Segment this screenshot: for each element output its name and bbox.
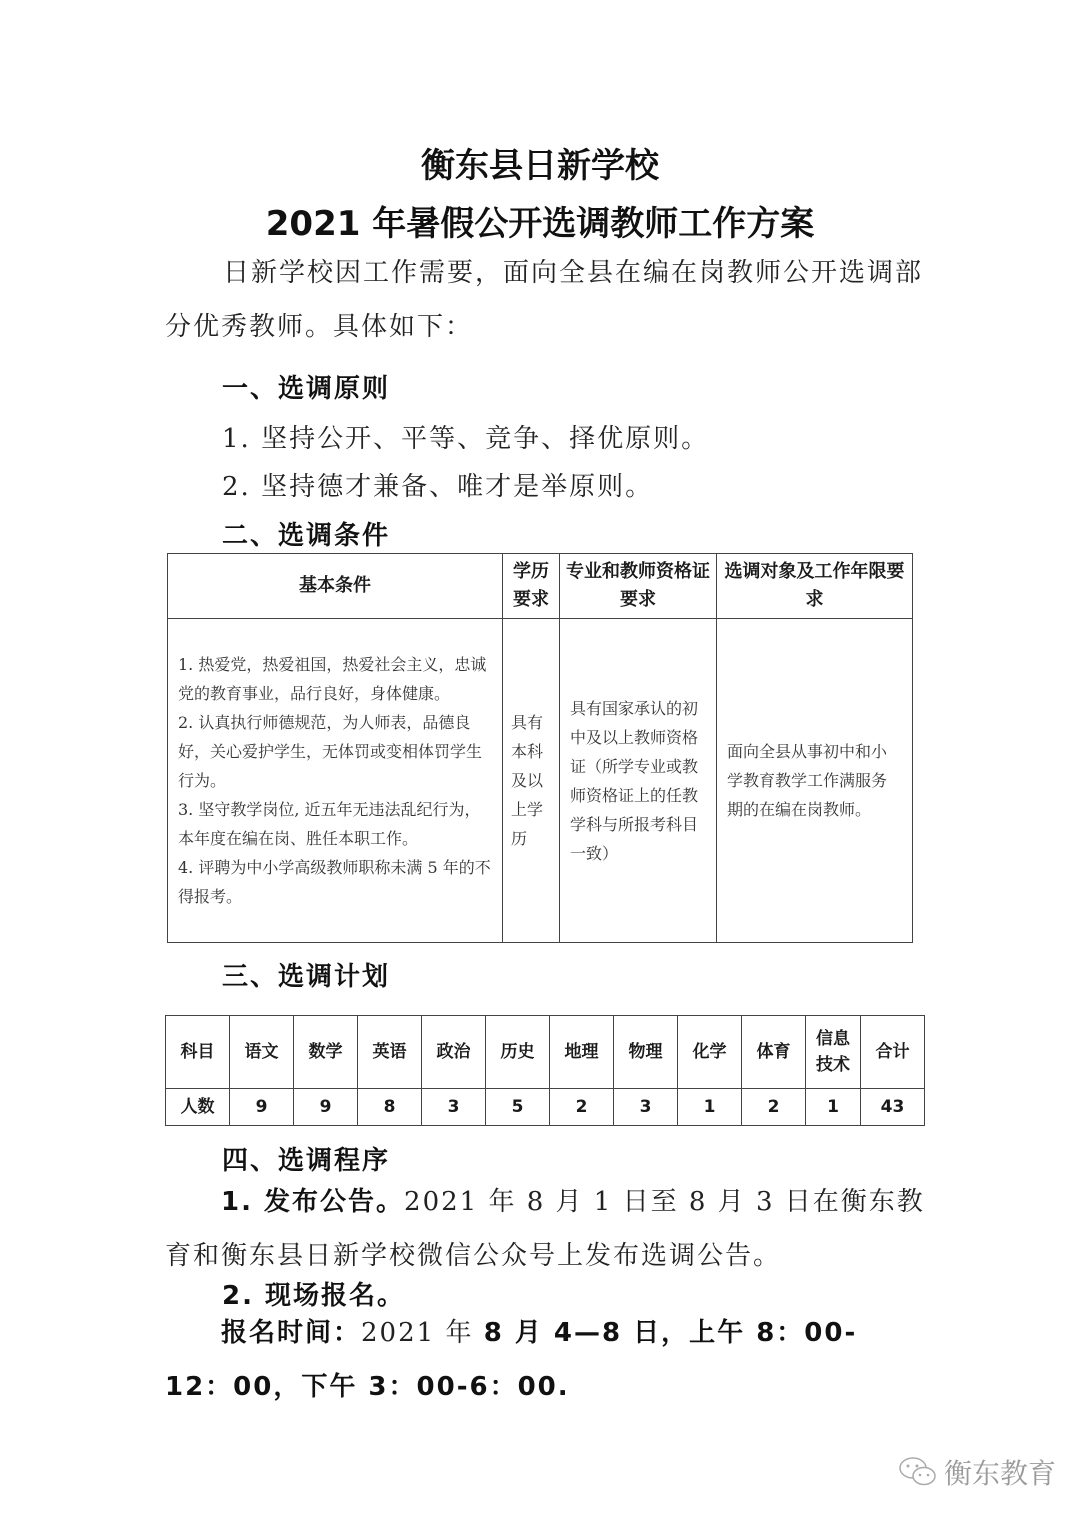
- subjects-row: [166, 1016, 925, 1089]
- subject-cell: 数学: [294, 1016, 358, 1089]
- plan-table: [165, 1015, 925, 1126]
- count-cell: 2: [550, 1088, 614, 1125]
- subject-cell: 物理: [614, 1016, 678, 1089]
- step1-text: 2021 年 8 月 1 日至 8 月 3 日在衡东教育和衡东县日新学校微信公众号上发布选调公告。: [165, 1187, 925, 1271]
- basic-condition-2: 2. 认真执行师德规范，为人师表，品德良好，关心爱护学生，无体罚或变相体罚学生行为。: [178, 713, 483, 790]
- watermark: [898, 1452, 1056, 1492]
- doc-title-plan: 2021 年暑假公开选调教师工作方案: [265, 204, 815, 244]
- registration-year: 2021 年: [361, 1318, 474, 1348]
- section2-heading: 二、选调条件: [222, 521, 391, 551]
- registration-label: 报名时间：: [221, 1318, 362, 1348]
- section1-heading: 一、选调原则: [222, 374, 391, 404]
- doc-title-school: 衡东县日新学校: [421, 146, 659, 186]
- count-cell: 1: [806, 1088, 861, 1125]
- header-basic: 基本条件: [168, 554, 503, 619]
- count-cell: 43: [861, 1088, 925, 1125]
- section4-heading: 四、选调程序: [222, 1146, 391, 1176]
- header-target: 选调对象及工作年限要求: [717, 554, 913, 619]
- count-cell: 9: [294, 1088, 358, 1125]
- step2-title: 2. 现场报名。: [222, 1281, 406, 1311]
- count-cell: 8: [358, 1088, 422, 1125]
- subject-cell: 化学: [678, 1016, 742, 1089]
- section3-heading: 三、选调计划: [222, 962, 391, 992]
- count-cell: 3: [614, 1088, 678, 1125]
- subject-cell: 体育: [742, 1016, 806, 1089]
- subject-cell: 语文: [230, 1016, 294, 1089]
- watermark-text: 衡东教育: [944, 1457, 1057, 1490]
- basic-condition-3: 3. 坚守教学岗位, 近五年无违法乱纪行为，本年度在编在岗、胜任本职工作。: [178, 800, 481, 848]
- subject-cell: 合计: [861, 1016, 925, 1089]
- count-cell: 3: [422, 1088, 486, 1125]
- subject-cell: 政治: [422, 1016, 486, 1089]
- subject-cell: 信息技术: [806, 1016, 861, 1089]
- subject-cell: 地理: [550, 1016, 614, 1089]
- education-cell: 具有本科及以上学历: [503, 619, 560, 943]
- step1-title: 1. 发布公告。: [221, 1187, 405, 1217]
- registration-paragraph: [165, 1306, 925, 1414]
- registration-time: 8 月 4—8 日，上午 8：00-12：00，下午 3：00-6：00.: [165, 1318, 858, 1402]
- intro-paragraph: 日新学校因工作需要，面向全县在编在岗教师公开选调部分优秀教师。具体如下：: [165, 258, 924, 342]
- target-cell: 面向全县从事初中和小学教育教学工作满服务期的在编在岗教师。: [717, 619, 913, 943]
- principle-2: 2. 坚持德才兼备、唯才是举原则。: [222, 472, 654, 502]
- principle-1: 1. 坚持公开、平等、竞争、择优原则。: [222, 424, 710, 454]
- count-cell: 9: [230, 1088, 294, 1125]
- header-qualification: 专业和教师资格证要求: [560, 554, 717, 619]
- basic-condition-4: 4. 评聘为中小学高级教师职称未满 5 年的不得报考。: [178, 858, 491, 906]
- row-label-count: 人数: [166, 1088, 230, 1125]
- basic-condition-1: 1. 热爱党，热爱祖国，热爱社会主义，忠诚党的教育事业，品行良好，身体健康。: [178, 655, 487, 703]
- step1-paragraph: [165, 1175, 925, 1283]
- count-cell: 5: [486, 1088, 550, 1125]
- subject-cell: 英语: [358, 1016, 422, 1089]
- row-label-subject: 科目: [166, 1016, 230, 1089]
- header-education: 学历要求: [503, 554, 560, 619]
- qualification-cell: 具有国家承认的初中及以上教师资格证（所学专业或教师资格证上的任教学科与所报考科目一致）: [560, 619, 717, 943]
- count-cell: 2: [742, 1088, 806, 1125]
- conditions-table: [167, 553, 913, 943]
- subject-cell: 历史: [486, 1016, 550, 1089]
- counts-row: [166, 1088, 925, 1125]
- basic-conditions-cell: [168, 619, 503, 943]
- wechat-icon: [898, 1455, 938, 1489]
- count-cell: 1: [678, 1088, 742, 1125]
